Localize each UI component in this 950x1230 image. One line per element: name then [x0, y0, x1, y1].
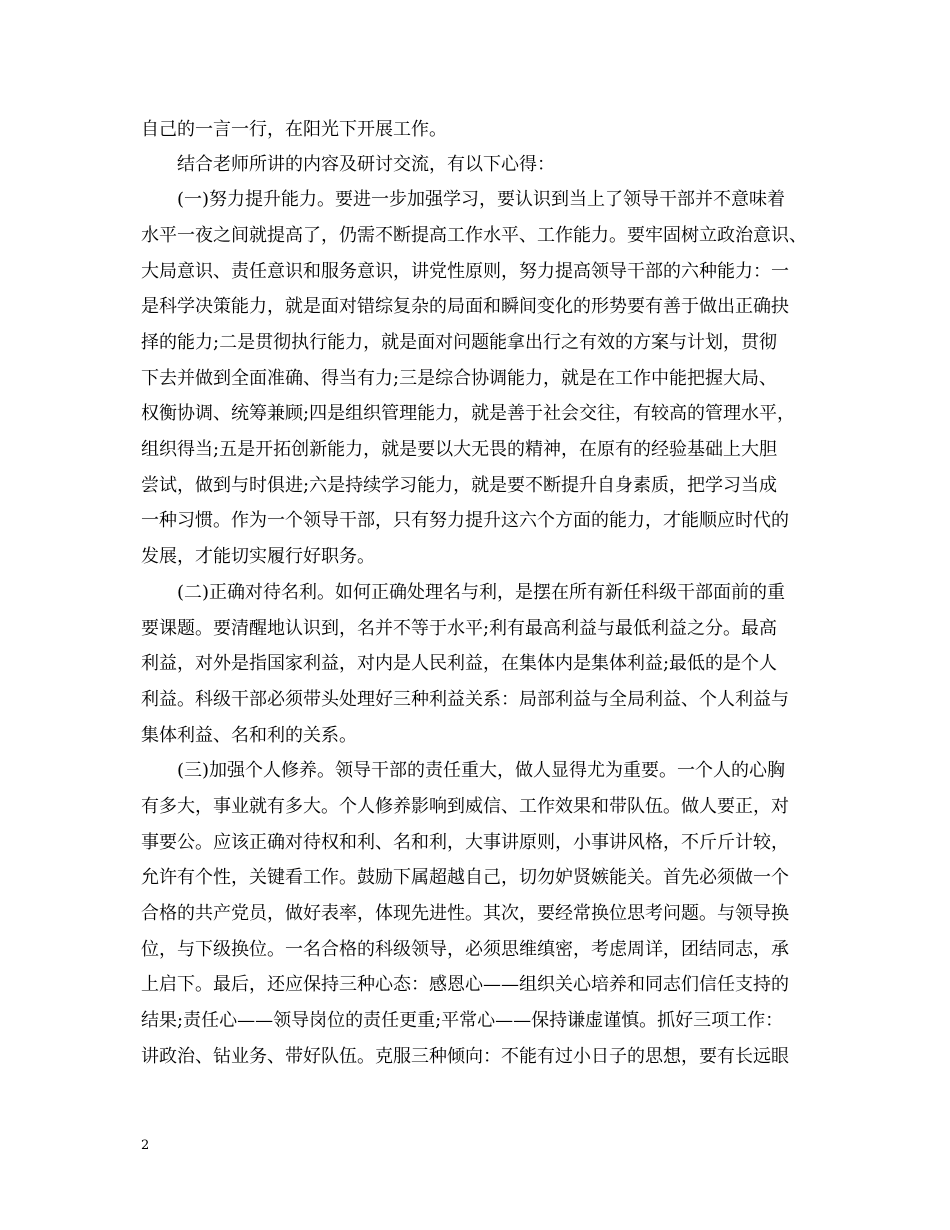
text-line: 尝试，做到与时俱进;六是持续学习能力，就是要不断提升自身素质，把学习当成 — [141, 475, 778, 496]
text-line: 利益，对外是指国家利益，对内是人民利益，在集体内是集体利益;最低的是个人 — [141, 653, 778, 674]
text-line: 择的能力;二是贯彻执行能力，就是面对问题能拿出行之有效的方案与计划，贯彻 — [141, 332, 778, 353]
text-line: 合格的共产党员，做好表率，体现先进性。其次，要经常换位思考问题。与领导换 — [141, 903, 789, 924]
text-line: 自己的一言一行，在阳光下开展工作。 — [141, 119, 447, 140]
paragraph-2-first-line: (二)正确对待名利。如何正确处理名与利，是摆在所有新任科级干部面前的重 — [177, 582, 786, 603]
text-line: 下去并做到全面准确、得当有力;三是综合协调能力，就是在工作中能把握大局、 — [141, 368, 778, 389]
paragraph-intro-line: 结合老师所讲的内容及研讨交流，有以下心得： — [177, 154, 555, 175]
text-line: 允许有个性，关键看工作。鼓励下属超越自己，切勿妒贤嫉能关。首先必须做一个 — [141, 867, 789, 888]
text-line: 结果;责任心——领导岗位的责任更重;平常心——保持谦虚谨慎。抓好三项工作： — [141, 1010, 784, 1031]
text-line: 发展，才能切实履行好职务。 — [141, 546, 375, 567]
text-line: 有多大，事业就有多大。个人修养影响到威信、工作效果和带队伍。做人要正，对 — [141, 796, 789, 817]
paragraph-1-first-line: (一)努力提升能力。要进一步加强学习，要认识到当上了领导干部并不意味着 — [177, 189, 786, 210]
text-line: 是科学决策能力，就是面对错综复杂的局面和瞬间变化的形势要有善于做出正确抉 — [141, 296, 789, 317]
text-line: 一种习惯。作为一个领导干部，只有努力提升这六个方面的能力，才能顺应时代的 — [141, 510, 789, 531]
text-line: 要课题。要清醒地认识到，名并不等于水平;利有最高利益与最低利益之分。最高 — [141, 618, 778, 639]
text-line: 讲政治、钻业务、带好队伍。克服三种倾向：不能有过小日子的思想，要有长远眼 — [141, 1046, 789, 1067]
text-line: 权衡协调、统筹兼顾;四是组织管理能力，就是善于社会交往，有较高的管理水平， — [141, 403, 796, 424]
text-line: 组织得当;五是开拓创新能力，就是要以大无畏的精神，在原有的经验基础上大胆 — [141, 439, 778, 460]
text-line: 位，与下级换位。一名合格的科级领导，必须思维缜密，考虑周详，团结同志，承 — [141, 939, 789, 960]
text-line: 水平一夜之间就提高了，仍需不断提高工作水平、工作能力。要牢固树立政治意识、 — [141, 225, 807, 246]
text-line: 上启下。最后，还应保持三种心态：感恩心——组织关心培养和同志们信任支持的 — [141, 974, 789, 995]
paragraph-3-first-line: (三)加强个人修养。领导干部的责任重大，做人显得尤为重要。一个人的心胸 — [177, 760, 786, 781]
page-number: 2 — [141, 1138, 150, 1153]
text-line: 大局意识、责任意识和服务意识，讲党性原则，努力提高领导干部的六种能力：一 — [141, 261, 789, 282]
text-line: 集体利益、名和利的关系。 — [141, 725, 357, 746]
text-line: 利益。科级干部必须带头处理好三种利益关系：局部利益与全局利益、个人利益与 — [141, 689, 789, 710]
text-line: 事要公。应该正确对待权和利、名和利，大事讲原则，小事讲风格，不斤斤计较， — [141, 832, 789, 853]
